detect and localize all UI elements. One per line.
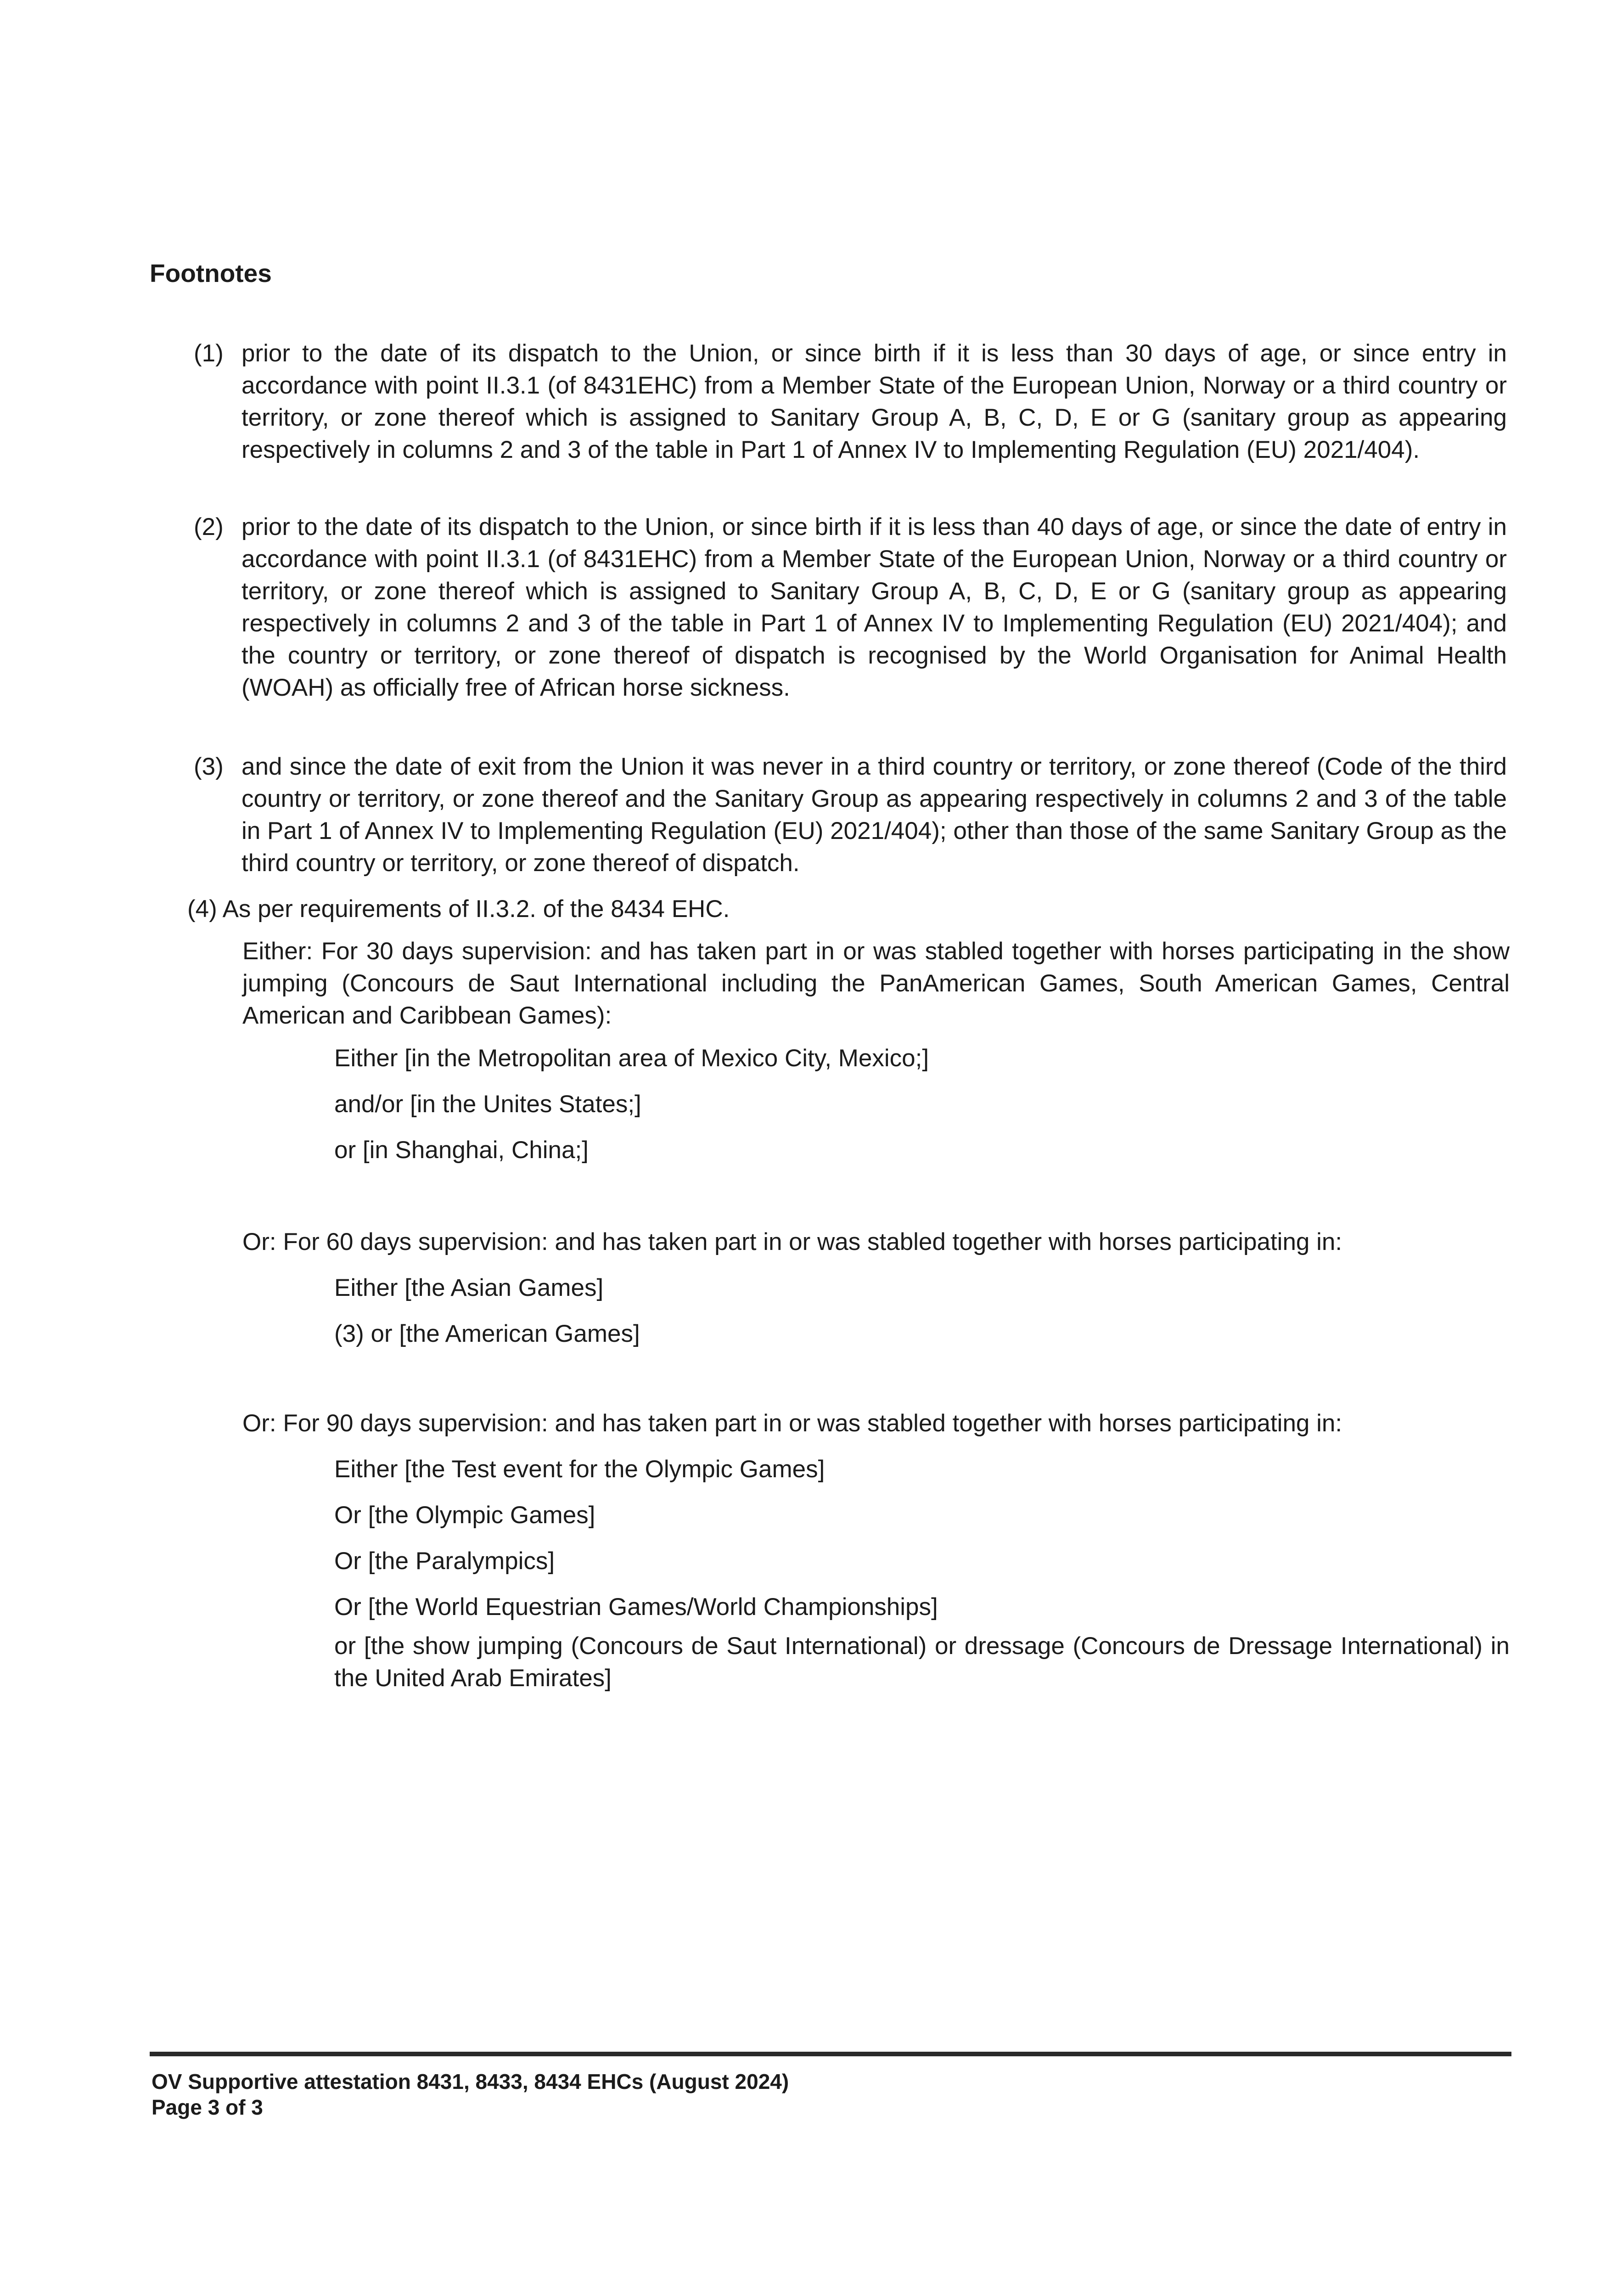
footnote-number: (1) [194,340,224,367]
footnote-number: (2) [194,513,224,540]
supervision-90-option: Or [the Olympic Games] [334,1502,595,1529]
footer-document-title: OV Supportive attestation 8431, 8433, 8434 EHCs (August 2024) [152,2070,789,2093]
footnote-2 [194,511,1507,704]
footnote-number: (3) [194,753,224,780]
supervision-90-option: Or [the Paralympics] [334,1548,555,1575]
supervision-90-days-intro: Or: For 90 days supervision: and has taken part in or was stabled together with horses participating in: [242,1410,1342,1437]
footnote-text: and since the date of exit from the Union it was never in a third country or territory, or zone thereof (Code of the third country or territory, or zone thereof and the Sanitary Group as appearing respectively in columns 2 and 3 of the table in Part 1 of Annex IV to Implementing Regulation (EU) 2021/404); other than those of the same Sanitary Group as the third country or territory, or zone thereof of dispatch. [241,753,1507,877]
footnote-text: prior to the date of its dispatch to the Union, or since birth if it is less than 30 days of age, or since entry in accordance with point II.3.1 (of 8431EHC) from a Member State of the European Union, Norway or a third country or territory, or zone thereof which is assigned to Sanitary Group A, B, C, D, E or G (sanitary group as appearing respectively in columns 2 and 3 of the table in Part 1 of Annex IV to Implementing Regulation (EU) 2021/404). [241,340,1507,463]
supervision-60-option: Either [the Asian Games] [334,1274,604,1301]
supervision-30-option: Either [in the Metropolitan area of Mexico City, Mexico;] [334,1045,929,1072]
supervision-60-option: (3) or [the American Games] [334,1320,640,1347]
supervision-90-option: or [the show jumping (Concours de Saut International) or dressage (Concours de Dressage International) in the United Arab Emirates] [334,1632,1510,1692]
footnote-text: prior to the date of its dispatch to the Union, or since birth if it is less than 40 days of age, or since the date of entry in accordance with point II.3.1 (of 8431EHC) from a Member State of the European Union, Norway or a third country or territory, or zone thereof which is assigned to Sanitary Group A, B, C, D, E or G (sanitary group as appearing respectively in columns 2 and 3 of the table in Part 1 of Annex IV to Implementing Regulation (EU) 2021/404); and the country or territory, or zone thereof of dispatch is recognised by the World Organisation for Animal Health (WOAH) as officially free of African horse sickness. [241,513,1507,701]
supervision-30-days-intro: Either: For 30 days supervision: and has taken part in or was stabled together with horses participating in the show jumping (Concours de Saut International including the PanAmerican Games, South American Games, Central American and Caribbean Games): [242,938,1510,1029]
supervision-30-option: and/or [in the Unites States;] [334,1091,641,1118]
footer-page-number: Page 3 of 3 [152,2095,263,2119]
supervision-90-option: Either [the Test event for the Olympic Games] [334,1456,825,1483]
footnote-3 [194,751,1507,879]
supervision-60-days-intro: Or: For 60 days supervision: and has taken part in or was stabled together with horses participating in: [242,1228,1342,1255]
footer-divider [150,2052,1511,2056]
supervision-30-option: or [in Shanghai, China;] [334,1137,589,1164]
supervision-90-option: Or [the World Equestrian Games/World Championships] [334,1593,938,1621]
footnote-4-heading: (4) As per requirements of II.3.2. of the 8434 EHC. [187,895,730,923]
page-footer [152,2069,789,2120]
footnotes-heading: Footnotes [150,259,272,287]
footnote-1 [194,338,1507,466]
